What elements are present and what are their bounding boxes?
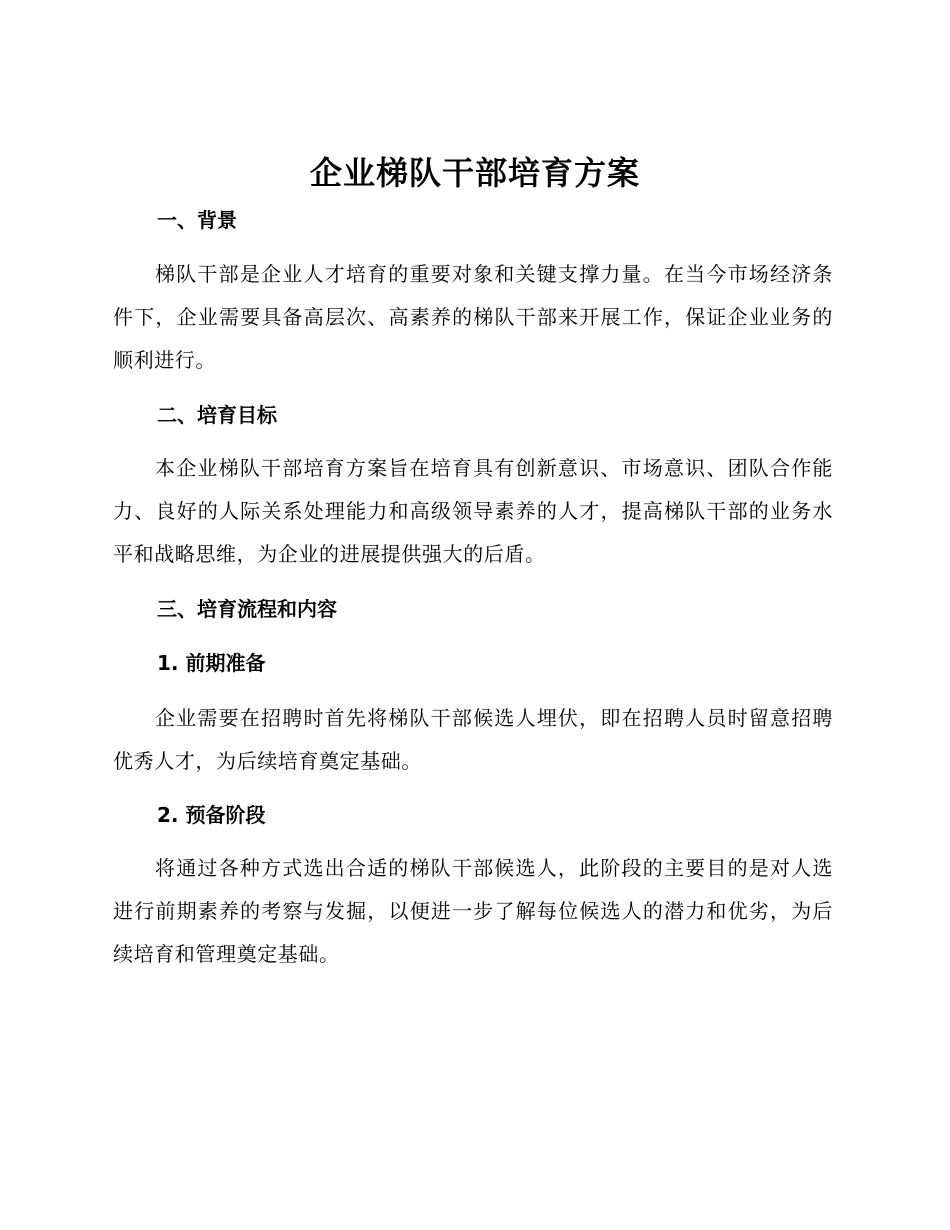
section-heading-process: 三、培育流程和内容 [157,597,337,621]
section-paragraph-goals: 本企业梯队干部培育方案旨在培育具有创新意识、市场意识、团队合作能力、良好的人际关系处理能力和高级领导素养的人才，提高梯队干部的业务水平和战略思维，为企业的进展提供强大的后盾。 [113,456,833,566]
section-heading-goals: 二、培育目标 [157,403,277,427]
section-heading-background: 一、背景 [157,208,237,232]
subsection-paragraph-preparation: 企业需要在招聘时首先将梯队干部候选人埋伏，即在招聘人员时留意招聘优秀人才，为后续培育奠定基础。 [113,706,833,773]
subsection-heading-preparation: 1. 前期准备 [157,651,266,675]
subsection-paragraph-preliminary: 将通过各种方式选出合适的梯队干部候选人，此阶段的主要目的是对人选进行前期素养的考察与发掘，以便进一步了解每位候选人的潜力和优劣，为后续培育和管理奠定基础。 [113,856,833,966]
document-title: 企业梯队干部培育方案 [309,154,640,192]
subsection-heading-preliminary: 2. 预备阶段 [157,803,266,827]
section-paragraph-background: 梯队干部是企业人才培育的重要对象和关键支撑力量。在当今市场经济条件下，企业需要具备高层次、高素养的梯队干部来开展工作，保证企业业务的顺利进行。 [113,262,833,372]
